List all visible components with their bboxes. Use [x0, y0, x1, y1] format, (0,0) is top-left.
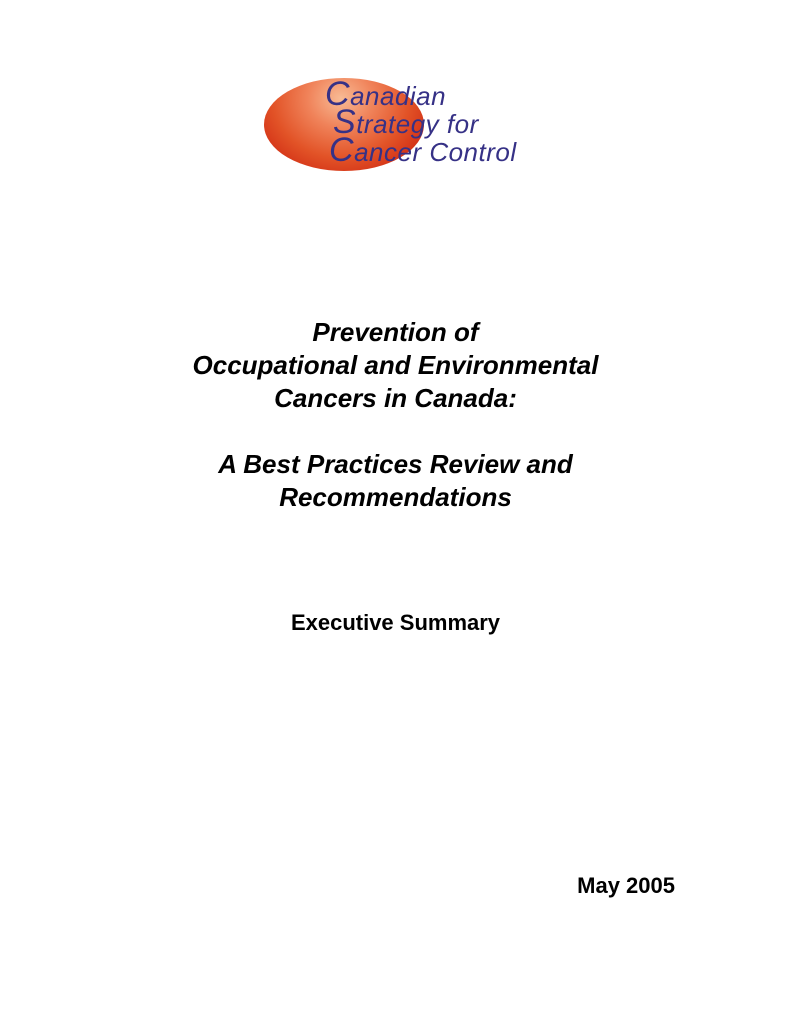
document-title — [0, 316, 791, 514]
logo-line-canadian: Canadian — [325, 75, 447, 113]
title-main — [0, 316, 791, 415]
title-line: Cancers in Canada: — [274, 383, 517, 413]
title-line: Recommendations — [279, 482, 512, 512]
logo-text — [325, 75, 517, 169]
date-label: May 2005 — [577, 873, 675, 898]
logo-line-strategy-for: Strategy for — [333, 103, 479, 141]
executive-summary-heading: Executive Summary — [290, 610, 501, 635]
title-line: Prevention of — [312, 317, 479, 347]
logo-line-cancer-control: Cancer Control — [329, 131, 517, 169]
ccsc-logo — [0, 0, 791, 200]
title-line: Occupational and Environmental — [192, 350, 599, 380]
title-sub — [0, 448, 791, 514]
title-line: A Best Practices Review and — [218, 449, 573, 479]
